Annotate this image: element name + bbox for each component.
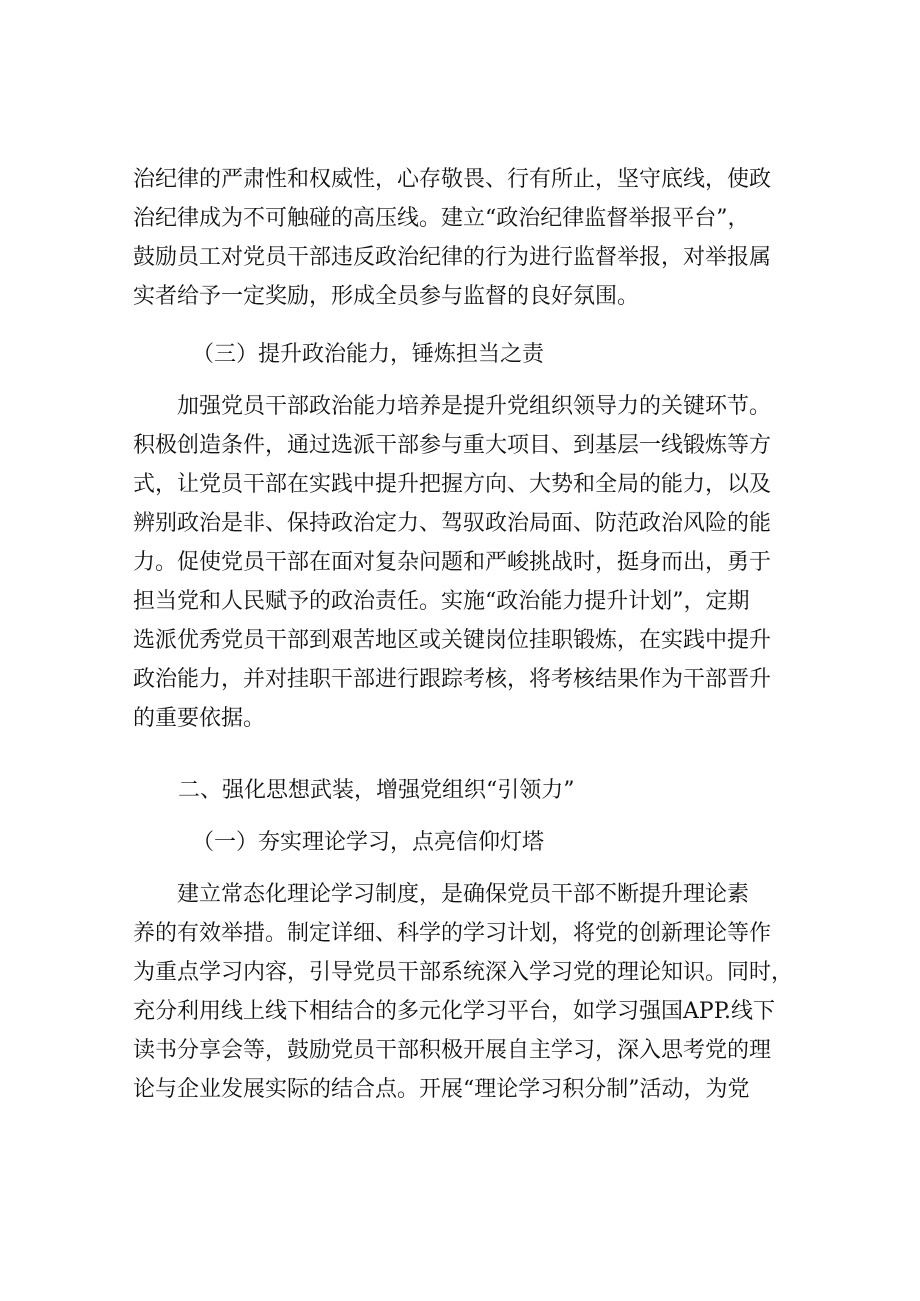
paragraph-line: 力。促使党员干部在面对复杂问题和严峻挑战时，挺身而出，勇于 — [133, 550, 772, 575]
paragraph-line: 式，让党员干部在实践中提升把握方向、大势和全局的能力，以及 — [133, 472, 772, 497]
paragraph-line: 担当党和人民赋予的政治责任。实施“政治能力提升计划”，定期 — [133, 589, 750, 614]
paragraph-line: 选派优秀党员干部到艰苦地区或关键岗位挂职锻炼，在实践中提升 — [133, 628, 772, 653]
paragraph-line: 治纪律的严肃性和权威性，心存敬畏、行有所止，坚守底线，使政 — [133, 167, 772, 192]
paragraph-line: 实者给予一定奖励，形成全员参与监督的良好氛围。 — [133, 284, 640, 309]
heading-text: （三）提升政治能力，锤炼担当之责 — [192, 342, 545, 367]
paragraph-line: 治纪律成为不可触碰的高压线。建立“政治纪律监督举报平台”， — [133, 206, 750, 231]
heading-text: （一）夯实理论学习，点亮信仰灯塔 — [192, 830, 545, 855]
heading-text: 二、强化思想武装，增强党组织“引领力” — [178, 778, 575, 803]
paragraph-line: 加强党员干部政治能力培养是提升党组织领导力的关键环节。 — [177, 394, 772, 419]
paragraph-line: 读书分享会等，鼓励党员干部积极开展自主学习，深入思考党的理 — [133, 1038, 772, 1063]
paragraph-line: 论与企业发展实际的结合点。开展“理论学习积分制”活动，为党 — [133, 1077, 750, 1102]
paragraph-line: 建立常态化理论学习制度，是确保党员干部不断提升理论素 — [177, 882, 750, 907]
paragraph-line: 充分利用线上线下相结合的多元化学习平台，如学习强国APP.线下 — [133, 999, 776, 1024]
paragraph-line: 的重要依据。 — [133, 706, 266, 731]
paragraph-line: 积极创造条件，通过选派干部参与重大项目、到基层一线锻炼等方 — [133, 433, 772, 458]
paragraph-line: 辨别政治是非、保持政治定力、驾驭政治局面、防范政治风险的能 — [133, 511, 772, 536]
paragraph-line: 为重点学习内容，引导党员干部系统深入学习党的理论知识。同时， — [133, 960, 793, 985]
paragraph-line: 鼓励员工对党员干部违反政治纪律的行为进行监督举报，对举报属 — [133, 245, 772, 270]
paragraph-line: 养的有效举措。制定详细、科学的学习计划，将党的创新理论等作 — [133, 921, 772, 946]
paragraph-line: 政治能力，并对挂职干部进行跟踪考核，将考核结果作为干部晋升 — [133, 667, 772, 692]
